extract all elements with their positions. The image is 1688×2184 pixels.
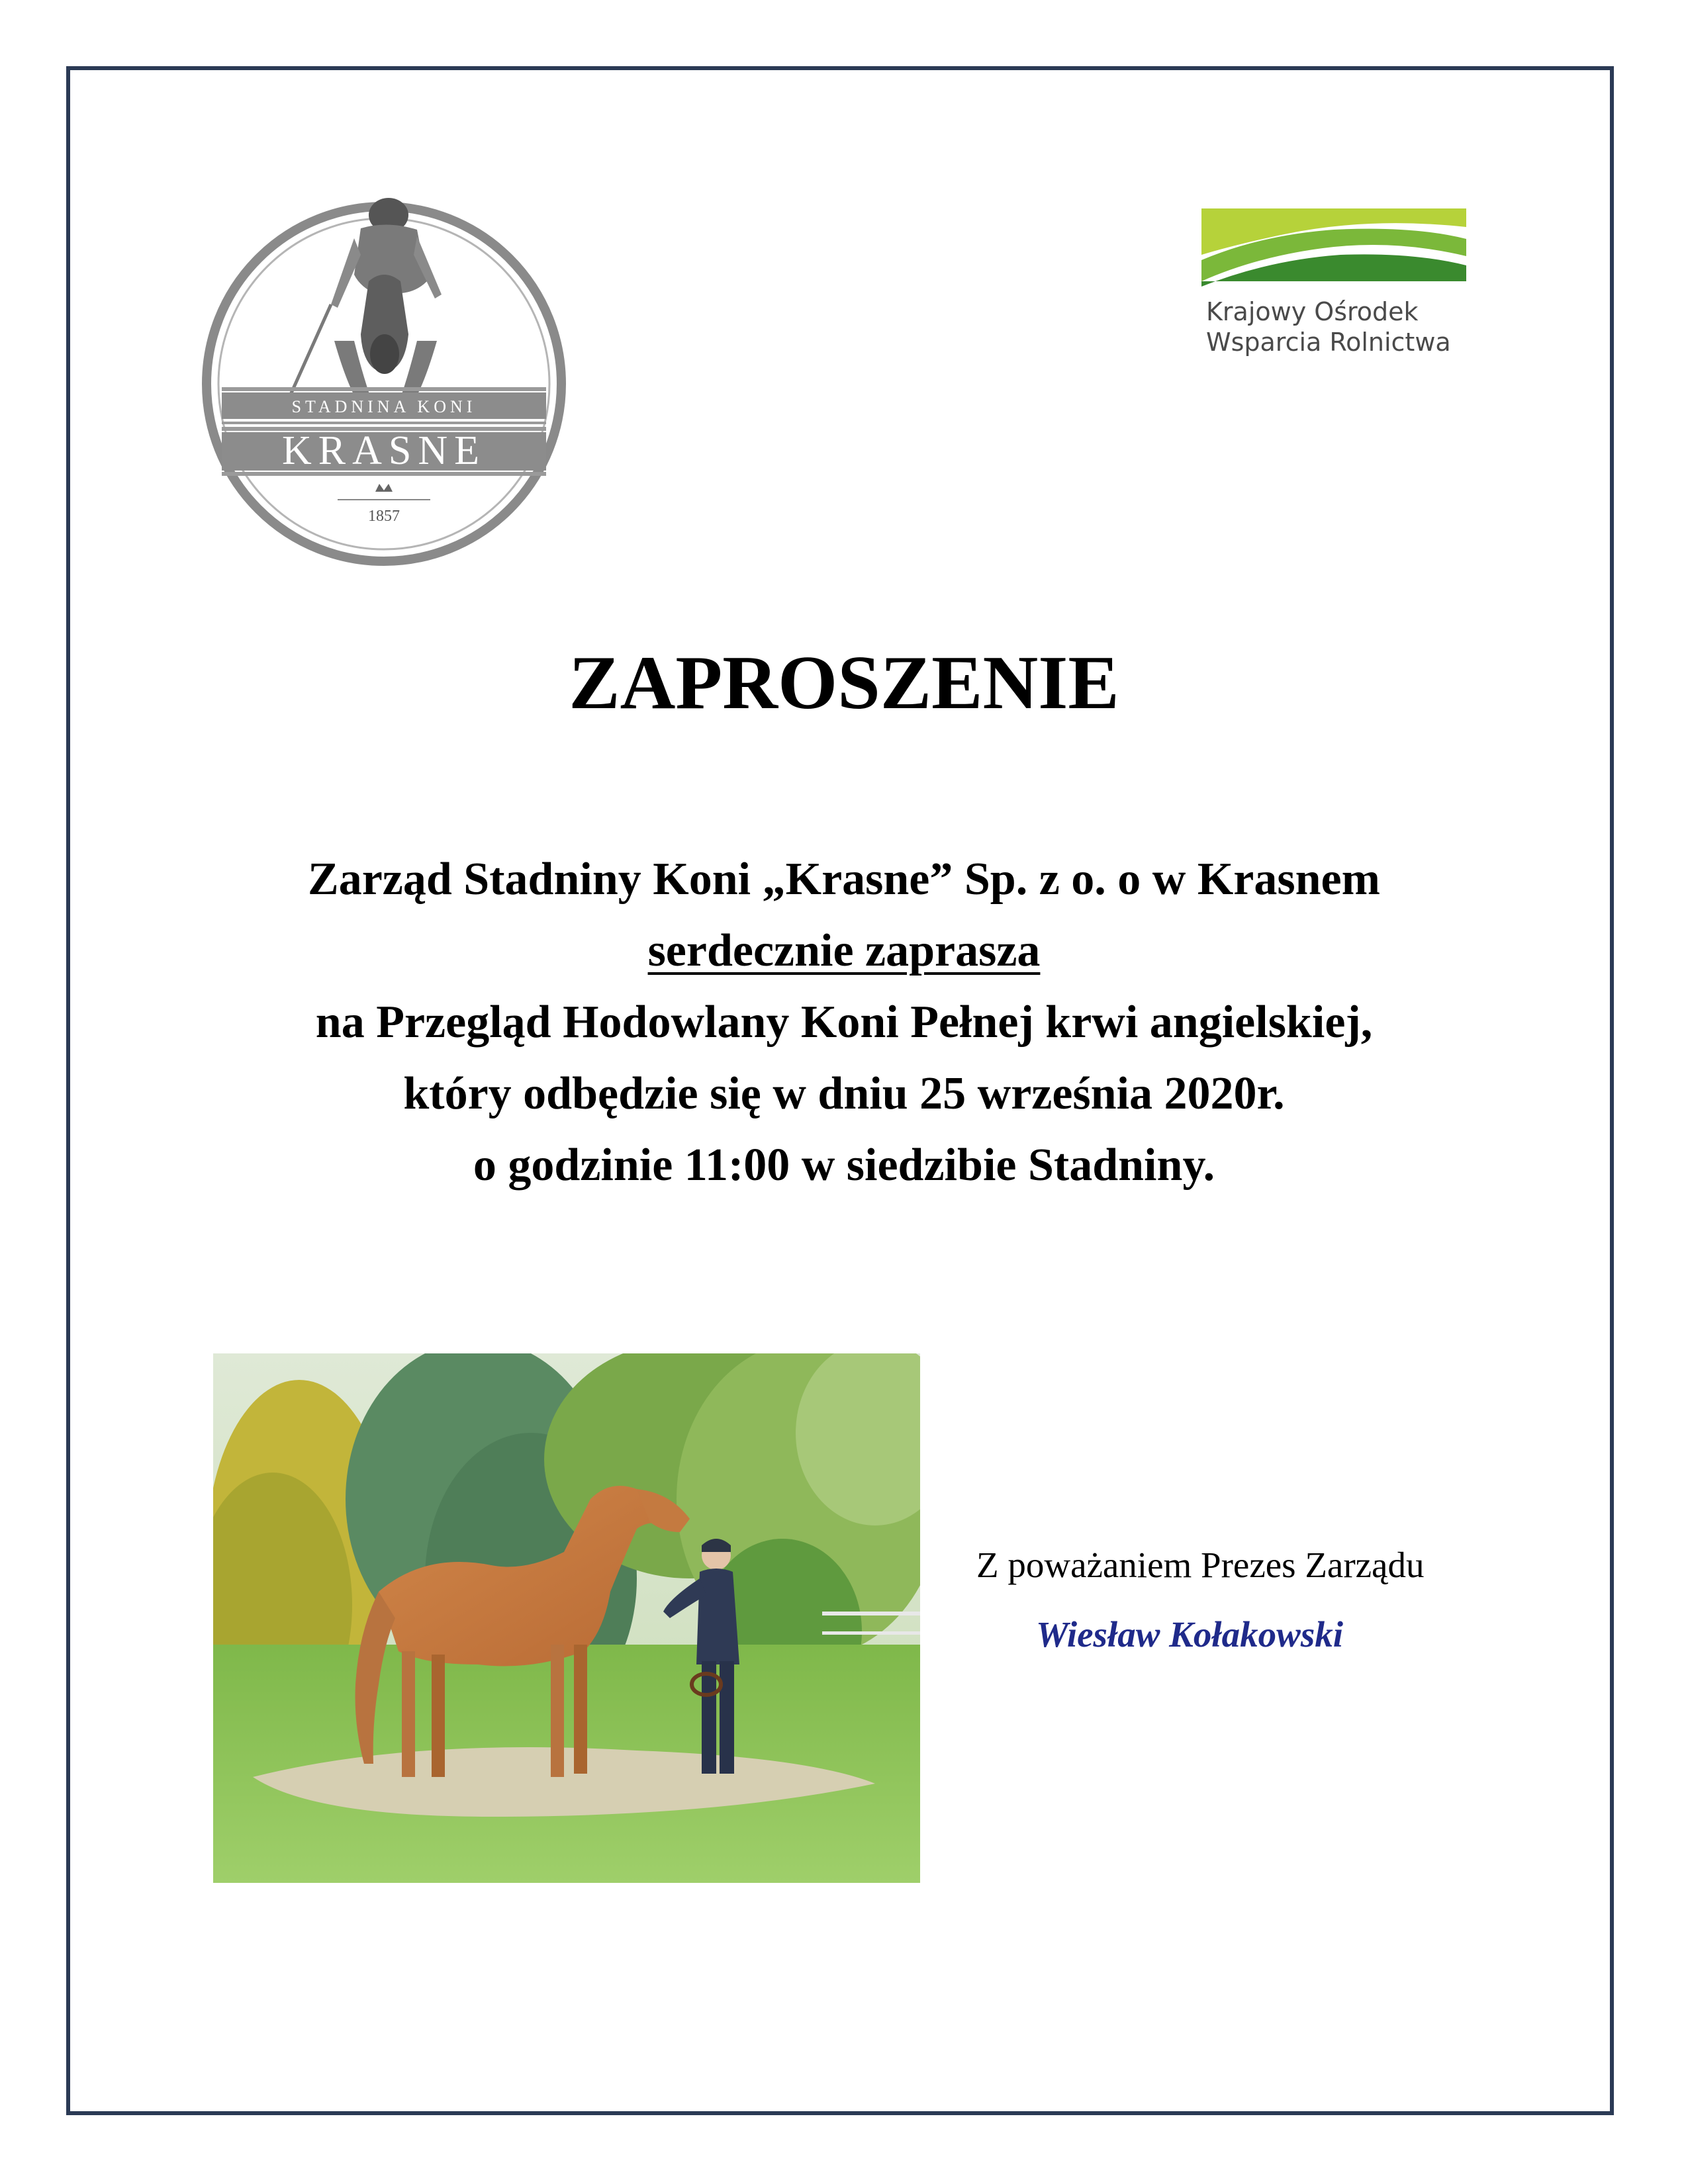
kowr-line2: Wsparcia Rolnictwa	[1206, 328, 1451, 357]
page-title: ZAPROSZENIE	[569, 641, 1119, 725]
regards-text: Z poważaniem Prezes Zarządu	[976, 1545, 1425, 1585]
logo-line2: KRASNE	[281, 428, 487, 473]
logo-line1: STADNINA KONI	[291, 397, 477, 416]
logo-year: 1857	[368, 508, 400, 525]
invitation-line: o godzinie 11:00 w siedzibie Stadniny.	[473, 1140, 1215, 1191]
horse-photo	[213, 1353, 920, 1883]
invitation-text	[0, 844, 1688, 1201]
signer-name: Wiesław Kołakowski	[1036, 1614, 1344, 1655]
stadnina-krasne-logo	[195, 189, 573, 572]
invitation-line: który odbędzie się w dniu 25 września 2020r.	[403, 1068, 1285, 1119]
kowr-line1: Krajowy Ośrodek	[1206, 297, 1419, 326]
invitation-line: na Przegląd Hodowlany Koni Pełnej krwi angielskiej,	[315, 997, 1373, 1048]
invitation-line: Zarząd Stadniny Koni „Krasne” Sp. z o. o w Krasnem	[308, 854, 1380, 905]
invitation-line-underlined: serdecznie zaprasza	[647, 925, 1041, 976]
kowr-name	[1206, 296, 1451, 357]
